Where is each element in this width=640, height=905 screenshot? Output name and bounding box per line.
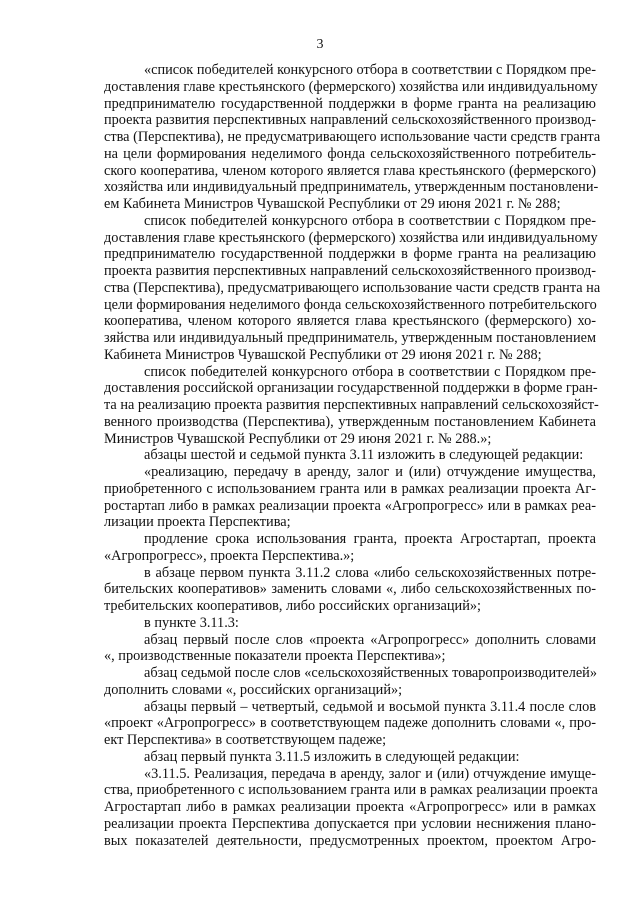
paragraph-p2	[104, 212, 601, 364]
text-line: на цели формирования неделимого фонда сельскохозяйственного потребитель-	[104, 145, 596, 162]
text-line: венного производства (Перспектива), утвержденным постановлением Кабинета	[104, 413, 596, 430]
text-line: требительских кооперативов, либо российских организаций»;	[104, 598, 481, 614]
paragraph-p4	[104, 447, 596, 464]
text-line: ект Перспектива» в соответствующем падеже;	[104, 732, 387, 748]
paragraph-p11	[104, 699, 596, 749]
text-line: Агростартап либо в рамках реализации проекта «Агропрогресс» или в рамках	[104, 799, 596, 815]
paragraph-p7	[104, 565, 596, 615]
text-line: в абзаце первом пункта 3.11.2 слова «либо сельскохозяйственных потре-	[144, 564, 596, 581]
paragraph-p1	[104, 62, 601, 213]
paragraph-p12	[104, 749, 596, 766]
text-line: список победителей конкурсного отбора в соответствии с Порядком пре-	[144, 363, 596, 380]
text-line: хозяйства или индивидуальный предприниматель, утвержденным постановлени-	[104, 179, 599, 196]
text-line: цели формирования неделимого фонда сельскохозяйственного потребительского	[104, 296, 597, 313]
text-line: Кабинета Министров Чувашской Республики от 29 июня 2021 г. № 288;	[104, 346, 542, 363]
text-line: кооператива, членом которого является глава крестьянского (фермерского) хо-	[104, 313, 596, 330]
text-line: приобретенного с использованием гранта или в рамках реализации проекта Аг-	[104, 480, 596, 497]
text-line: «, производственные показатели проекта Перспектива»;	[104, 648, 446, 665]
text-line: реализации проекта Перспектива допускается при условии неснижения плано-	[104, 815, 596, 832]
text-line: «реализацию, передачу в аренду, залог и (или) отчуждение имущества,	[144, 464, 596, 480]
text-line: доставления главе крестьянского (фермерского) хозяйства или индивидуальному	[104, 229, 598, 246]
text-line: Министров Чувашской Республики от 29 июня 2021 г. № 288.»;	[104, 430, 492, 447]
text-line: «список победителей конкурсного отбора в соответствии с Порядком пре-	[144, 62, 596, 78]
text-line: доставления главе крестьянского (фермерского) хозяйства или индивидуальному	[104, 78, 598, 95]
text-line: «проект «Агропрогресс» в соответствующем падеже дополнить словами «, про-	[104, 715, 596, 732]
text-line: продление срока использования гранта, проекта Агростартап, проекта	[144, 531, 596, 547]
text-line: та на реализацию проекта развития перспективных направлений сельскохозяйст-	[104, 397, 599, 413]
text-line: список победителей конкурсного отбора в соответствии с Порядком пре-	[144, 212, 596, 229]
paragraph-p3	[104, 363, 599, 448]
text-line: ем Кабинета Министров Чувашской Республики от 29 июня 2021 г. № 288;	[104, 196, 561, 212]
text-line: проекта развития перспективных направлений сельскохозяйственного производ-	[104, 263, 597, 279]
text-line: «Агропрогресс», проекта Перспектива.»;	[104, 547, 355, 564]
paragraph-p9	[104, 632, 596, 666]
paragraph-p5	[104, 464, 596, 531]
paragraph-p10	[104, 665, 596, 699]
text-line: «3.11.5. Реализация, передача в аренду, залог и (или) отчуждение имуще-	[144, 765, 596, 782]
text-line: ства (Перспектива), не предусматривающего использование части средств гранта	[104, 129, 601, 145]
text-line: абзац первый после слов «проекта «Агропрогресс» дополнить словами	[144, 631, 596, 648]
text-line: ства, приобретенного с использованием гранта или в рамках реализации проекта	[104, 782, 598, 799]
text-line: в пункте 3.11.3:	[144, 614, 239, 631]
text-line: доставления российской организации государственной поддержки в форме гран-	[104, 380, 598, 397]
text-line: абзацы шестой и седьмой пункта 3.11 изложить в следующей редакции:	[144, 447, 584, 464]
text-line: лизации проекта Перспектива;	[104, 514, 291, 531]
page-number: 3	[316, 37, 324, 52]
text-line: абзац седьмой после слов «сельскохозяйственных товаропроизводителей»	[144, 665, 597, 681]
text-line: ского кооператива, членом которого является глава крестьянского (фермерского)	[104, 162, 596, 179]
text-line: дополнить словами «, российских организаций»;	[104, 681, 403, 698]
text-line: зяйства или индивидуальный предприниматель, утвержденным постановлением	[104, 330, 596, 346]
text-line: проекта развития перспективных направлений сельскохозяйственного производ-	[104, 112, 597, 129]
paragraph-p13	[104, 766, 596, 850]
text-line: предпринимателю государственной поддержки в форме гранта на реализацию	[104, 95, 596, 112]
paragraph-p8	[104, 615, 596, 632]
text-line: предпринимателю государственной поддержки в форме гранта на реализацию	[104, 246, 596, 263]
text-line: абзацы первый – четвертый, седьмой и восьмой пункта 3.11.4 после слов	[144, 698, 596, 715]
paragraph-p6	[104, 531, 596, 565]
document-body	[104, 62, 601, 849]
text-line: ства (Перспектива), предусматривающего использование части средств гранта на	[104, 279, 601, 296]
text-line: ростартап либо в рамках реализации проекта «Агропрогресс» или в рамках реа-	[104, 497, 596, 514]
text-line: вых показателей деятельности, предусмотренных проектом, проектом Агро-	[104, 832, 596, 849]
text-line: абзац первый пункта 3.11.5 изложить в следующей редакции:	[144, 748, 520, 765]
text-line: бительских кооперативов» заменить словами «, либо сельскохозяйственных по-	[104, 581, 596, 598]
